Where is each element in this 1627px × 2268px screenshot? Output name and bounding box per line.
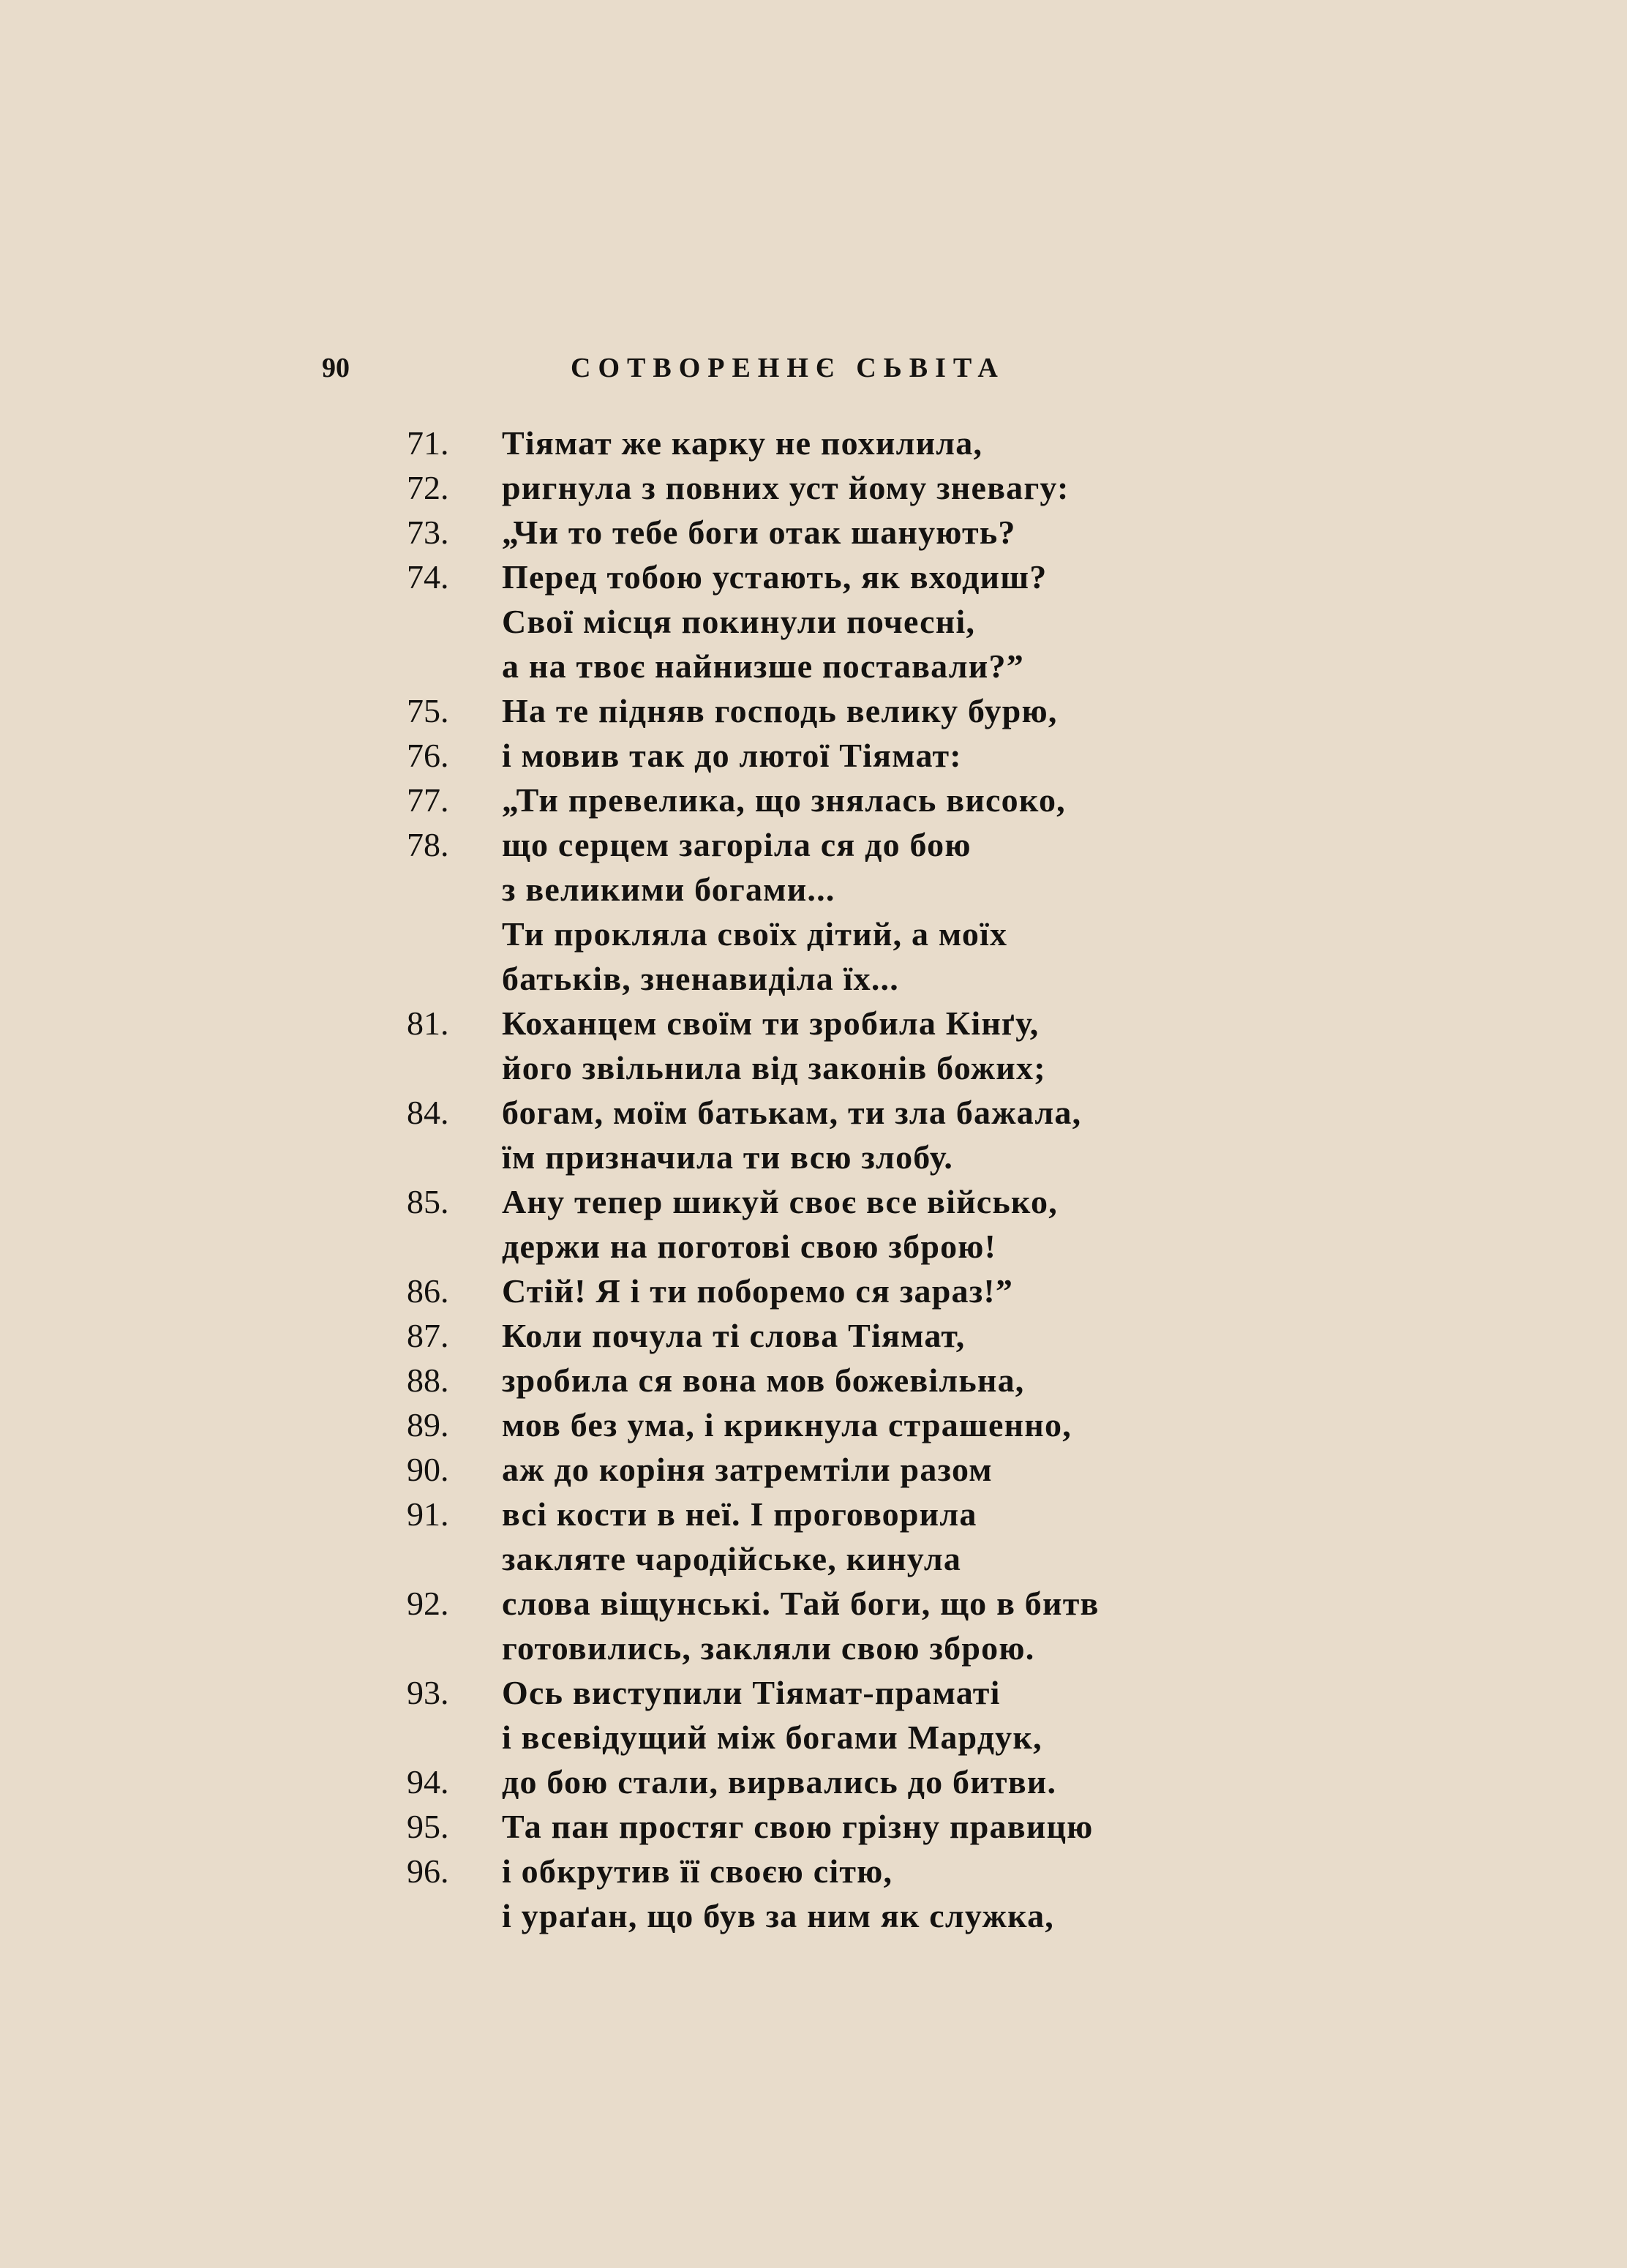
verse-line <box>407 1045 1270 1090</box>
verse-line <box>407 733 1270 778</box>
verse-text: всі кости в неї. І проговорила <box>502 1495 977 1533</box>
verse-number: 77. <box>407 781 449 819</box>
verse-number: 76. <box>407 737 449 774</box>
verse-line <box>407 688 1270 733</box>
verse-number: 74. <box>407 558 449 596</box>
verse-text: і ураґан, що був за ним як служка, <box>502 1897 1054 1934</box>
verse-text: його звільнила від законів божих; <box>502 1049 1046 1086</box>
verse-text: На те підняв господь велику бурю, <box>502 692 1058 729</box>
verse-line <box>407 1135 1270 1179</box>
verse-text: готовились, закляли свою зброю. <box>502 1629 1035 1667</box>
verse-line <box>407 644 1270 688</box>
verse-line <box>407 1224 1270 1269</box>
verse-text: Ану тепер шикуй своє все військо, <box>502 1183 1058 1220</box>
verse-text: богам, моїм батькам, ти зла бажала, <box>502 1094 1082 1131</box>
verse-text: Перед тобою устають, як входиш? <box>502 558 1048 596</box>
verse-text: а на твоє найнизше поставали?” <box>502 647 1024 685</box>
verse-text: з великими богами... <box>502 871 835 908</box>
running-title: СОТВОРЕННЄ СЬВІТА <box>571 353 1005 383</box>
verse-number: 93. <box>407 1674 449 1711</box>
verse-line <box>407 599 1270 644</box>
verse-text: і обкрутив її своєю сітю, <box>502 1852 893 1890</box>
verse-line <box>407 1447 1270 1492</box>
verse-number: 78. <box>407 826 449 863</box>
verse-text: зробила ся вона мов божевільна, <box>502 1362 1025 1399</box>
verse-line <box>407 1269 1270 1313</box>
verse-text: „Ти превелика, що знялась високо, <box>502 781 1066 819</box>
verse-text: і мовив так до лютої Тіямат: <box>502 737 962 774</box>
verse-line <box>407 867 1270 912</box>
verse-line <box>407 510 1270 555</box>
verse-line <box>407 1804 1270 1849</box>
verse-line <box>407 1358 1270 1403</box>
verse-text: до бою стали, вирвались до битви. <box>502 1763 1057 1800</box>
verse-text: Коханцем своїм ти зробила Кінґу, <box>502 1005 1040 1042</box>
verse-line <box>407 956 1270 1001</box>
verse-line <box>407 1715 1270 1760</box>
verse-number: 92. <box>407 1585 449 1622</box>
verse-line <box>407 1001 1270 1045</box>
verse-number: 88. <box>407 1362 449 1399</box>
verse-number: 73. <box>407 514 449 551</box>
verse-text: „Чи то тебе боги отак шанують? <box>502 514 1016 551</box>
verse-number: 86. <box>407 1272 449 1310</box>
verse-text: ригнула з повних уст йому зневагу: <box>502 469 1070 506</box>
verse-number: 71. <box>407 424 449 462</box>
verse-text: Ти прокляла своїх дітий, а моїх <box>502 915 1008 953</box>
verse-line <box>407 912 1270 956</box>
verse-number: 75. <box>407 692 449 729</box>
page-number: 90 <box>322 353 350 383</box>
verse-line <box>407 1849 1270 1893</box>
verse-text: і всевідущий між богами Мардук, <box>502 1719 1042 1756</box>
verse-line <box>407 1090 1270 1135</box>
verse-line <box>407 1760 1270 1804</box>
verse-number: 81. <box>407 1005 449 1042</box>
verse-text: слова віщунські. Тай боги, що в битв <box>502 1585 1100 1622</box>
verse-number: 84. <box>407 1094 449 1131</box>
verse-number: 87. <box>407 1317 449 1354</box>
verse-text: Коли почула ті слова Тіямат, <box>502 1317 966 1354</box>
verse-line <box>407 465 1270 510</box>
verse-line <box>407 555 1270 599</box>
verse-list <box>407 421 1270 1938</box>
verse-line <box>407 1536 1270 1581</box>
verse-line <box>407 1893 1270 1938</box>
verse-text: аж до коріня затремтіли разом <box>502 1451 993 1488</box>
verse-text: батьків, зненавиділа їх... <box>502 960 899 997</box>
verse-number: 85. <box>407 1183 449 1220</box>
verse-line <box>407 1179 1270 1224</box>
verse-number: 90. <box>407 1451 449 1488</box>
verse-line <box>407 1403 1270 1447</box>
verse-number: 89. <box>407 1406 449 1443</box>
verse-number: 96. <box>407 1852 449 1890</box>
verse-number: 95. <box>407 1808 449 1845</box>
verse-line <box>407 1581 1270 1626</box>
verse-number: 72. <box>407 469 449 506</box>
verse-text: Та пан простяг свою грізну правицю <box>502 1808 1094 1845</box>
verse-text: Тіямат же карку не похилила, <box>502 424 983 462</box>
verse-line <box>407 421 1270 465</box>
verse-text: їм призначила ти всю злобу. <box>502 1138 954 1176</box>
verse-line <box>407 1670 1270 1715</box>
verse-text: що серцем загоріла ся до бою <box>502 826 972 863</box>
verse-text: держи на поготові свою зброю! <box>502 1228 997 1265</box>
verse-text: мов без ума, і крикнула страшенно, <box>502 1406 1072 1443</box>
verse-number: 94. <box>407 1763 449 1800</box>
verse-line <box>407 822 1270 867</box>
verse-line <box>407 778 1270 822</box>
verse-text: Свої місця покинули почесні, <box>502 603 976 640</box>
verse-line <box>407 1492 1270 1536</box>
verse-text: Стій! Я і ти поборемо ся зараз!” <box>502 1272 1014 1310</box>
verse-text: закляте чародійське, кинула <box>502 1540 962 1577</box>
verse-number: 91. <box>407 1495 449 1533</box>
verse-text: Ось виступили Тіямат-праматі <box>502 1674 1001 1711</box>
verse-line <box>407 1313 1270 1358</box>
verse-line <box>407 1626 1270 1670</box>
